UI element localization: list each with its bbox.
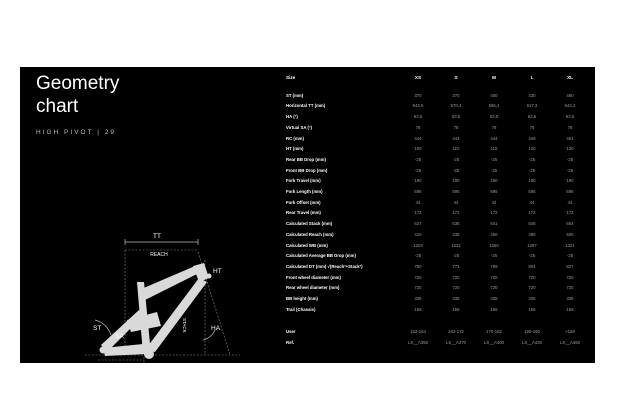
table-cell: 543,5 (412, 103, 424, 109)
table-cell: -25 (566, 167, 574, 173)
table-cell: 617,3 (526, 103, 538, 109)
table-cell: 180-190 (524, 329, 540, 335)
table-row (282, 123, 589, 134)
table-cell: 190 (528, 178, 536, 184)
table-cell: 641 (490, 221, 498, 227)
geometry-table (282, 73, 589, 349)
table-cell: 595 (414, 189, 422, 195)
row-label: Front BB Drop (mm) (286, 167, 328, 173)
table-row (282, 101, 589, 112)
table-row (282, 112, 589, 123)
table-cell: 78 (491, 124, 497, 130)
table-cell: 170-182 (486, 329, 502, 335)
table-cell: 100 (414, 146, 422, 152)
table-cell: 720 (566, 274, 574, 280)
table-cell: 595 (490, 189, 498, 195)
table-cell: 335 (452, 296, 460, 302)
table-cell: 156 (414, 306, 422, 312)
table-cell: 444 (490, 135, 498, 141)
table-cell: 596,4 (488, 103, 500, 109)
table-header-row (282, 73, 589, 84)
table-cell: 595 (452, 189, 460, 195)
table-cell: 1287 (527, 242, 537, 248)
table-cell: 444 (452, 135, 460, 141)
row-label: Trail (Chassis) (286, 306, 316, 312)
table-row (282, 251, 589, 262)
row-label: Calculated Average BB Drop (mm) (286, 253, 356, 259)
table-cell: 644,2 (564, 103, 576, 109)
row-label: Front wheel diameter (mm) (286, 274, 341, 280)
table-cell: 454 (566, 135, 574, 141)
table-cell: -25 (414, 253, 422, 259)
row-label: RC (mm) (286, 135, 304, 141)
table-cell: 410 (414, 231, 422, 237)
table-cell: 654 (566, 221, 574, 227)
table-cell: 720 (490, 274, 498, 280)
table-cell: 460 (490, 231, 498, 237)
slide-subtitle: HIGH PIVOT | 29 (36, 129, 116, 136)
table-cell: 444 (414, 135, 422, 141)
headset-cap (207, 274, 212, 279)
table-cell: 190 (566, 178, 574, 184)
header-size: S (454, 75, 458, 80)
row-label: Calculated WB (mm) (286, 242, 328, 248)
table-cell: 44 (529, 199, 535, 205)
row-label: HT (mm) (286, 146, 304, 152)
table-cell: 190 (414, 178, 422, 184)
table-cell: 152-164 (410, 329, 426, 335)
table-row (282, 219, 589, 230)
table-row (282, 187, 589, 198)
header-size: M (492, 75, 496, 80)
table-row (282, 155, 589, 166)
table-cell: 63,5 (451, 114, 461, 120)
table-row (282, 294, 589, 305)
table-cell: -25 (528, 167, 536, 173)
table-cell: 720 (414, 285, 422, 291)
table-cell: 720 (414, 274, 422, 280)
rear-axle (100, 347, 107, 354)
table-cell: 1232 (451, 242, 461, 248)
header-size: L (530, 75, 534, 80)
table-cell: -25 (490, 167, 498, 173)
ha-label: HA (211, 325, 221, 332)
table-cell: 44 (415, 199, 421, 205)
table-cell: 44 (453, 199, 459, 205)
table-cell: 190 (452, 178, 460, 184)
spacer-row (282, 315, 589, 327)
table-cell: 627 (414, 221, 422, 227)
user-height-row (282, 327, 589, 338)
spacer-row (282, 84, 589, 91)
slide-title (36, 72, 119, 118)
table-cell: 44 (491, 199, 497, 205)
table-cell: 435 (452, 231, 460, 237)
row-label: Fork Travel (mm) (286, 178, 321, 184)
table-cell: 115 (490, 146, 498, 152)
table-cell: LS__A350 (407, 340, 429, 346)
table-cell: 449 (528, 135, 536, 141)
table-row (282, 241, 589, 252)
table-row (282, 283, 589, 294)
table-cell: 172 (528, 210, 536, 216)
table-cell: 370 (414, 92, 422, 98)
st-label: ST (93, 325, 102, 332)
tt-label: TT (153, 233, 161, 240)
sa-label: SA (115, 333, 124, 340)
table-cell: 156 (490, 306, 498, 312)
table-cell: 190 (490, 178, 498, 184)
table-cell: 771 (452, 263, 460, 269)
table-cell: 63,5 (527, 114, 537, 120)
header-size: XL (567, 75, 573, 80)
table-row (282, 208, 589, 219)
table-cell: 480 (528, 231, 536, 237)
table-cell: 750 (414, 263, 422, 269)
table-cell: 595 (528, 189, 536, 195)
table-cell: -25 (528, 253, 536, 259)
reach-label: REACH (150, 252, 168, 258)
table-cell: 636 (452, 221, 460, 227)
table-body (282, 84, 589, 349)
table-cell: 505 (566, 231, 574, 237)
table-cell: 789 (490, 263, 498, 269)
table-cell: LS__A430 (521, 340, 543, 346)
table-row (282, 273, 589, 284)
table-cell: 78 (415, 124, 421, 130)
table-cell: -25 (490, 253, 498, 259)
row-label: Rear Travel (mm) (286, 210, 321, 216)
table-cell: 335 (528, 296, 536, 302)
table-cell: 720 (566, 285, 574, 291)
table-cell: -25 (566, 156, 574, 162)
table-row (282, 230, 589, 241)
table-cell: >188 (565, 329, 575, 335)
row-label: Fork Offset (mm) (286, 199, 321, 205)
table-cell: -25 (414, 156, 422, 162)
table-cell: -25 (452, 156, 460, 162)
table-cell: 63,5 (413, 114, 423, 120)
reference-row (282, 338, 589, 349)
table-cell: 570,4 (450, 103, 462, 109)
stack-label: STACK (182, 318, 187, 333)
row-label: Calculated DT (mm) √(Reach²+Stack²) (286, 263, 363, 269)
table-row (282, 176, 589, 187)
table-cell: 720 (452, 285, 460, 291)
table-cell: 172 (566, 210, 574, 216)
table-row (282, 144, 589, 155)
table-cell: 63,5 (489, 114, 499, 120)
table-cell: 172 (414, 210, 422, 216)
table-row (282, 262, 589, 273)
row-label: User (286, 329, 296, 335)
table-row (282, 91, 589, 102)
table-cell: 156 (528, 306, 536, 312)
table-cell: 335 (566, 296, 574, 302)
row-label: Calculated Reach (mm) (286, 231, 334, 237)
table-cell: 120 (528, 146, 536, 152)
table-cell: 156 (566, 306, 574, 312)
header-size: XS (414, 75, 422, 80)
table-cell: 156 (452, 306, 460, 312)
ht-label: HT (213, 268, 222, 275)
table-cell: LS__A460 (559, 340, 581, 346)
table-cell: 370 (452, 92, 460, 98)
table-cell: 720 (490, 285, 498, 291)
table-cell: 78 (453, 124, 459, 130)
table-cell: 1260 (489, 242, 499, 248)
title-line-1: Geometry (36, 73, 120, 94)
table-cell: 720 (528, 285, 536, 291)
table-cell: 335 (414, 296, 422, 302)
table-row (282, 198, 589, 209)
table-cell: -25 (490, 156, 498, 162)
table-cell: 1203 (413, 242, 423, 248)
table-cell: -25 (414, 167, 422, 173)
row-label: Rear BB Drop (mm) (286, 156, 326, 162)
row-label: Ref. (286, 340, 295, 346)
row-label: Fork Length (mm) (286, 189, 323, 195)
table-cell: 400 (490, 92, 498, 98)
table-row (282, 134, 589, 145)
table-cell: 172 (490, 210, 498, 216)
row-label: Virtual SA (°) (286, 124, 313, 130)
row-label: Rear wheel diameter (mm) (286, 285, 340, 291)
table-cell: -25 (566, 253, 574, 259)
table-row (282, 305, 589, 316)
table-cell: 595 (566, 189, 574, 195)
header-size-label: Size (286, 75, 296, 80)
table-cell: 430 (528, 92, 536, 98)
table-row (282, 166, 589, 177)
row-label: Calculated Stack (mm) (286, 221, 333, 227)
table-cell: 78 (529, 124, 535, 130)
bike-geometry-diagram: TT REACH HT ST SA HA RC BB STACK (65, 170, 245, 363)
bottom-bracket (144, 349, 154, 359)
table-cell: 110 (452, 146, 460, 152)
table-cell: 804 (528, 263, 536, 269)
table-cell: 720 (452, 274, 460, 280)
table-cell: 63,5 (565, 114, 575, 120)
table-cell: 78 (567, 124, 573, 130)
row-label: Horizontal TT (mm) (286, 103, 326, 109)
row-label: BB height (mm) (286, 296, 318, 302)
title-line-2: chart (36, 96, 79, 117)
table-cell: 720 (528, 274, 536, 280)
table-cell: 130 (566, 146, 574, 152)
table-cell: LS__A370 (445, 340, 467, 346)
table-cell: 335 (490, 296, 498, 302)
table-cell: 163-172 (448, 329, 464, 335)
table-cell: -25 (528, 156, 536, 162)
table-cell: 827 (566, 263, 574, 269)
row-label: ST (mm) (286, 92, 304, 98)
row-label: HA (°) (286, 114, 298, 120)
table-cell: LS__A400 (483, 340, 505, 346)
table-cell: -25 (452, 253, 460, 259)
table-cell: 1321 (565, 242, 575, 248)
table-cell: 172 (452, 210, 460, 216)
geometry-slide (20, 67, 595, 370)
table-cell: 44 (567, 199, 573, 205)
table-cell: -25 (452, 167, 460, 173)
table-cell: 460 (566, 92, 574, 98)
table-cell: 645 (528, 221, 536, 227)
